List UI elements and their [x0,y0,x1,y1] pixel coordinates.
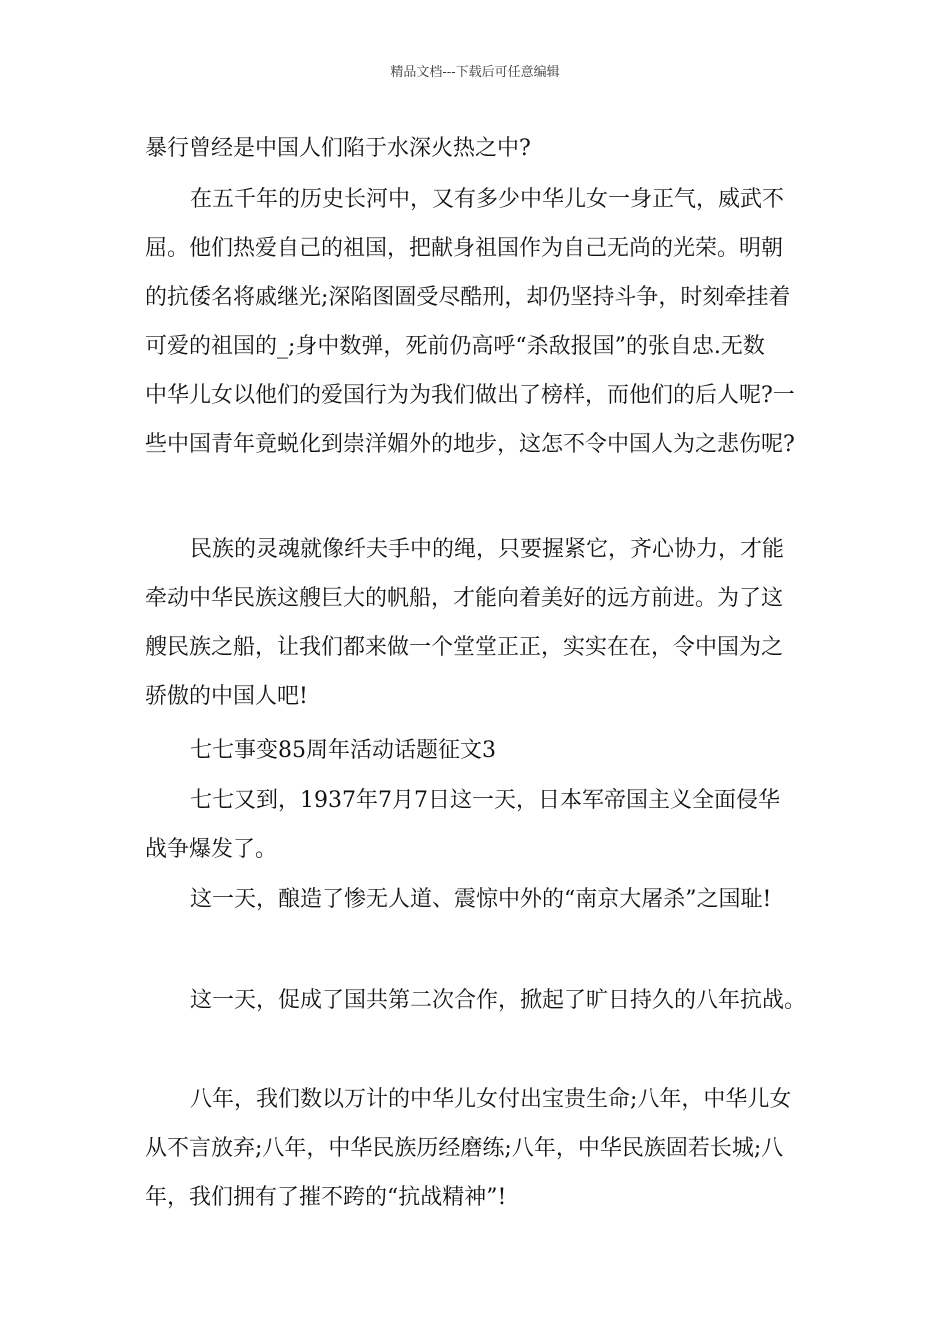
text-line: 这一天，促成了国共第二次合作，掀起了旷日持久的八年抗战。 [190,988,807,1013]
page-header: 精品文档---下载后可任意编辑 [390,65,560,80]
text-line: 战争爆发了。 [145,837,278,862]
paragraph [145,976,810,1025]
text-line: 七七又到，1937年7月7日这一天，日本军帝国主义全面侵华 [190,788,780,813]
text-line: 在五千年的历史长河中，又有多少中华儿女一身正气，威武不 [190,187,785,212]
text-line: 牵动中华民族这艘巨大的帆船，才能向着美好的远方前进。为了这 [145,586,784,611]
text-line: 中华儿女以他们的爱国行为为我们做出了榜样，而他们的后人呢?一 [145,383,795,408]
text-line: 可爱的祖国的_;身中数弹，死前仍高呼“杀敌报国”的张自忠.无数 [145,334,765,359]
section-heading [145,726,810,775]
text-line: 从不言放弃;八年，中华民族历经磨练;八年，中华民族固若长城;八 [145,1136,784,1161]
paragraph [145,525,810,721]
text-line: 七七事变85周年活动话题征文3 [190,738,496,763]
paragraph [145,875,810,924]
text-line: 年，我们拥有了摧不跨的“抗战精神”! [145,1185,507,1210]
text-line: 屈。他们热爱自己的祖国，把献身祖国作为自己无尚的光荣。明朝 [145,236,784,261]
text-line: 些中国青年竟蜕化到崇洋媚外的地步，这怎不令中国人为之悲伤呢? [145,432,795,457]
text-line: 八年，我们数以万计的中华儿女付出宝贵生命;八年，中华儿女 [190,1087,792,1112]
paragraph [145,1075,810,1222]
paragraph [145,124,810,173]
paragraph [145,776,810,874]
text-line: 艘民族之船，让我们都来做一个堂堂正正，实实在在，令中国为之 [145,635,784,660]
text-line: 骄傲的中国人吧! [145,684,308,709]
text-line: 暴行曾经是中国人们陷于水深火热之中? [145,136,531,161]
text-line: 这一天，酿造了惨无人道、震惊中外的“南京大屠杀”之国耻! [190,887,772,912]
text-line: 的抗倭名将戚继光;深陷图圄受尽酷刑，却仍坚持斗争，时刻牵挂着 [145,285,791,310]
text-line: 民族的灵魂就像纤夫手中的绳，只要握紧它，齐心协力，才能 [190,537,785,562]
paragraph [145,175,810,469]
